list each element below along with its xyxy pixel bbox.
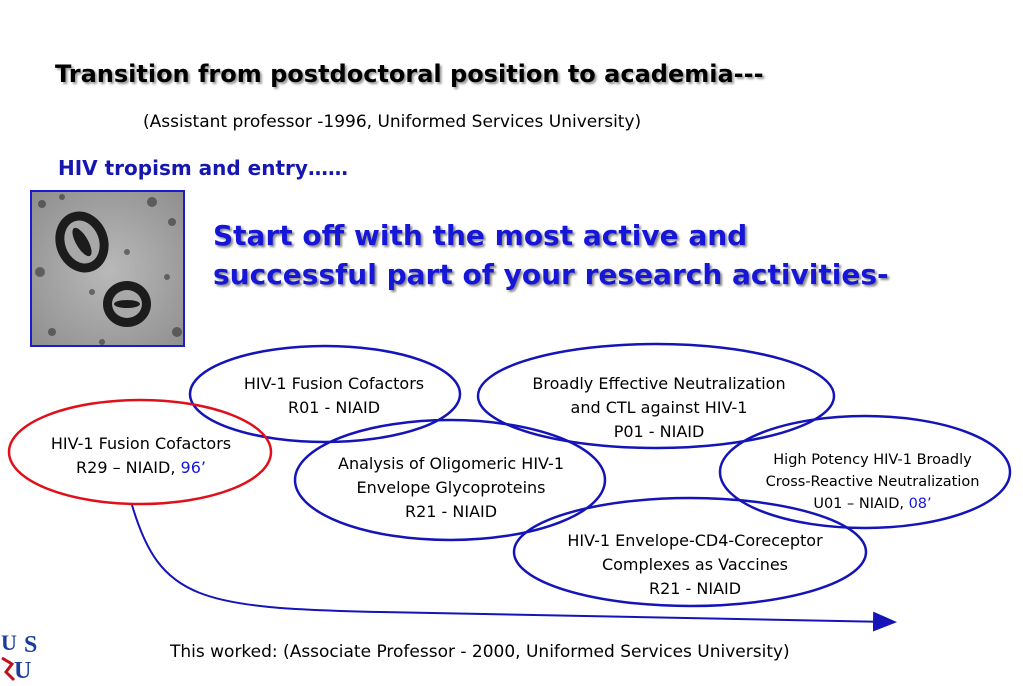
grant-p01-code: P01 - NIAID [613, 422, 705, 441]
grant-u01-title-2: Cross-Reactive Neutralization [765, 474, 980, 490]
footer-note: This worked: (Associate Professor - 2000, Uniformed Services University) [170, 642, 790, 662]
grant-r21a-title-2: Envelope Glycoproteins [356, 478, 546, 497]
grant-r01-code: R01 - NIAID [287, 398, 381, 417]
grant-label-r29 [10, 432, 272, 480]
grant-r21b-code: R21 - NIAID [648, 579, 742, 598]
headline-line-2: successful part of your research activities- [213, 258, 889, 291]
grant-r01-title: HIV-1 Fusion Cofactors [243, 374, 425, 393]
grant-label-u01 [725, 449, 1020, 515]
grant-p01-title-2: and CTL against HIV-1 [570, 398, 748, 417]
headline-line-1: Start off with the most active and [213, 219, 748, 252]
grant-r29-code: R29 – NIAID, [76, 458, 181, 477]
grant-label-r01 [195, 372, 473, 420]
grant-label-p01 [480, 372, 838, 444]
slide-title: Transition from postdoctoral position to academia--- [55, 60, 764, 88]
topic-heading: HIV tropism and entry…… [58, 156, 348, 180]
grant-r29-title: HIV-1 Fusion Cofactors [50, 434, 232, 453]
grant-label-r21a [298, 452, 604, 524]
svg-text:U: U [14, 658, 32, 682]
grant-u01-title-1: High Potency HIV-1 Broadly [773, 452, 972, 468]
grant-r21a-title-1: Analysis of Oligomeric HIV-1 [338, 454, 564, 473]
grant-p01-title-1: Broadly Effective Neutralization [532, 374, 786, 393]
svg-text:U: U [1, 630, 17, 655]
slide-subtitle: (Assistant professor -1996, Uniformed Services University) [143, 112, 642, 132]
grant-r21b-title-1: HIV-1 Envelope-CD4-Coreceptor [567, 531, 823, 550]
grant-r21a-code: R21 - NIAID [404, 502, 498, 521]
grant-u01-code-line [725, 493, 1020, 515]
grant-u01-code: U01 – NIAID, [813, 496, 909, 512]
grant-r21b-title-2: Complexes as Vaccines [601, 555, 789, 574]
grant-r29-year: 96’ [180, 458, 206, 477]
svg-text:S: S [24, 632, 38, 658]
grant-u01-year: 08’ [908, 496, 932, 512]
grant-label-r21b [518, 529, 872, 601]
usu-logo [0, 628, 50, 682]
grant-r29-code-line [10, 456, 272, 480]
